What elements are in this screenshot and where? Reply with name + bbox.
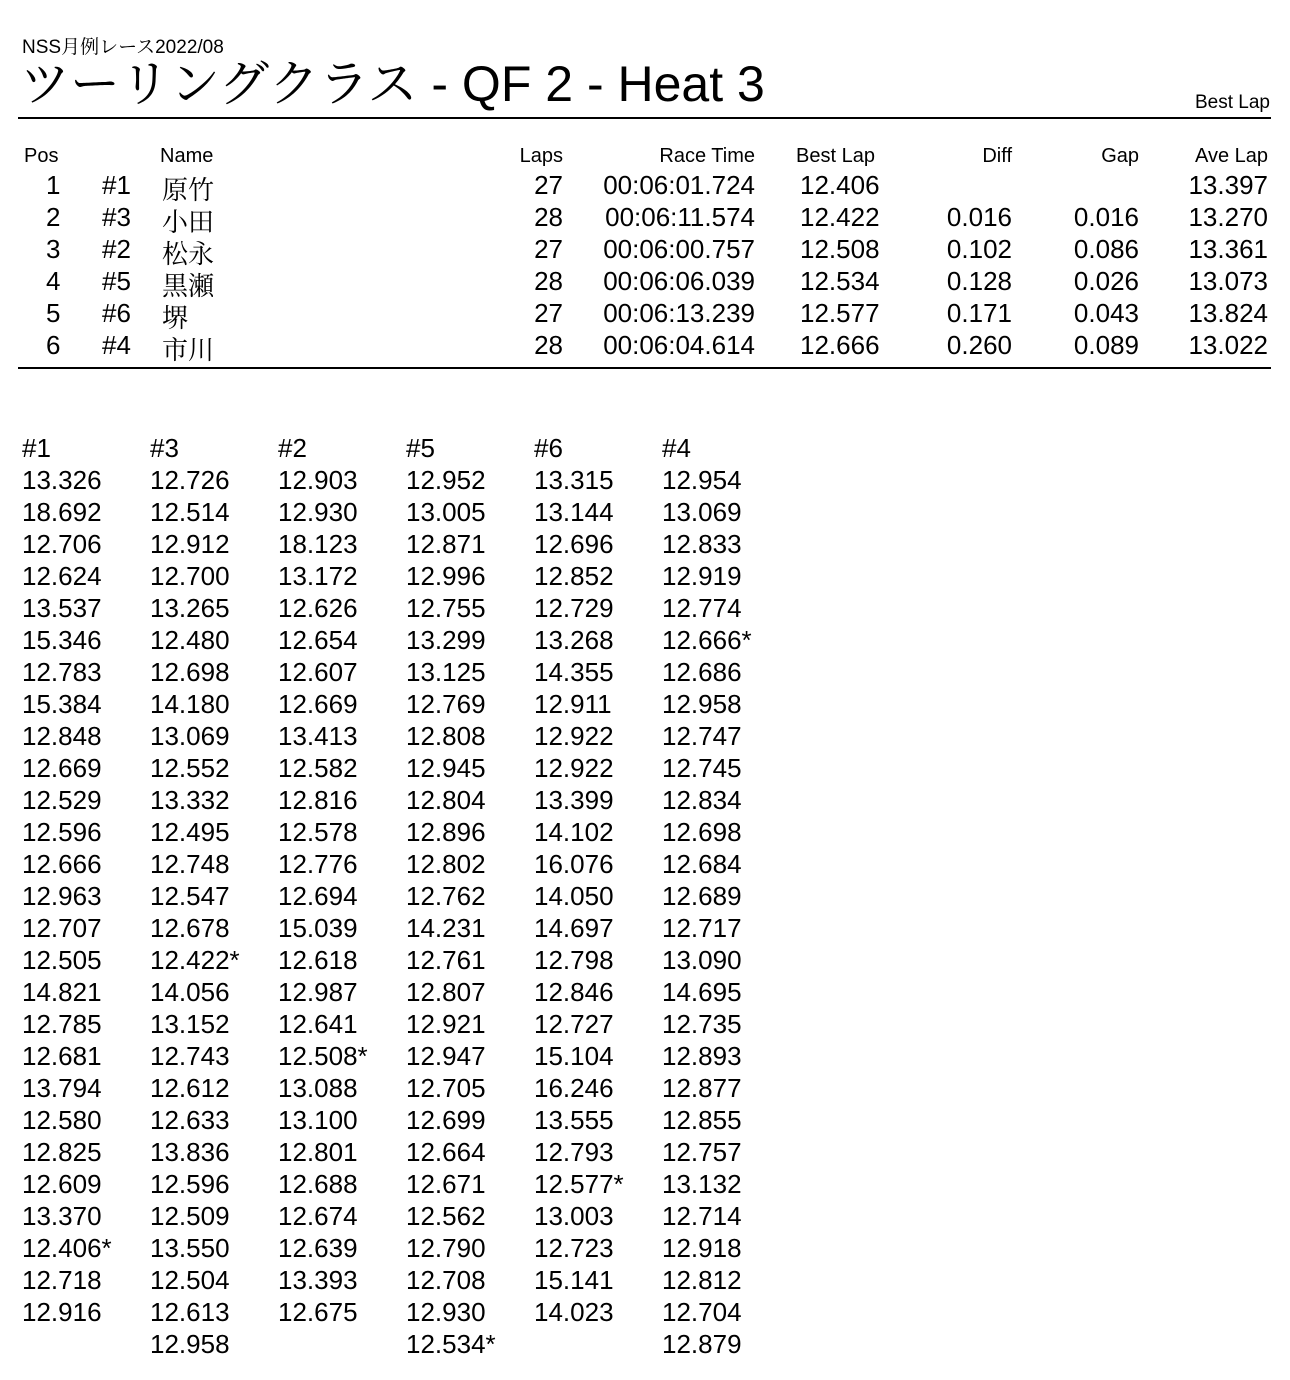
lap-time: 12.582 xyxy=(278,753,358,783)
result-gap: 0.043 xyxy=(1073,298,1139,328)
lap-time: 13.090 xyxy=(662,945,742,975)
lap-time: 13.268 xyxy=(534,625,614,655)
lap-time: 12.688 xyxy=(278,1169,358,1199)
lap-time: 12.735 xyxy=(662,1009,742,1039)
result-ave-lap: 13.270 xyxy=(1188,202,1268,232)
lap-time: 12.807 xyxy=(406,977,486,1007)
lap-column-header: #2 xyxy=(278,433,307,463)
lap-time: 12.534* xyxy=(406,1329,496,1359)
lap-time: 14.180 xyxy=(150,689,230,719)
lap-time: 12.852 xyxy=(534,561,614,591)
lap-time: 12.495 xyxy=(150,817,230,847)
result-best-lap: 12.534 xyxy=(800,266,880,296)
lap-time: 12.664 xyxy=(406,1137,486,1167)
lap-time: 12.919 xyxy=(662,561,742,591)
lap-time: 12.896 xyxy=(406,817,486,847)
result-race-time: 00:06:13.239 xyxy=(603,298,755,328)
lap-time: 12.609 xyxy=(22,1169,102,1199)
lap-time: 12.812 xyxy=(662,1265,742,1295)
lap-time: 12.669 xyxy=(278,689,358,719)
result-car-number: #4 xyxy=(102,330,131,360)
lap-time: 13.088 xyxy=(278,1073,358,1103)
lap-time: 13.555 xyxy=(534,1105,614,1135)
lap-time: 12.618 xyxy=(278,945,358,975)
lap-time: 13.794 xyxy=(22,1073,102,1103)
lap-time: 16.076 xyxy=(534,849,614,879)
lap-time: 12.422* xyxy=(150,945,240,975)
lap-time: 12.654 xyxy=(278,625,358,655)
result-laps: 28 xyxy=(534,202,563,232)
result-ave-lap: 13.022 xyxy=(1188,330,1268,360)
lap-time: 12.848 xyxy=(22,721,102,751)
lap-time: 13.005 xyxy=(406,497,486,527)
lap-time: 12.996 xyxy=(406,561,486,591)
lap-time: 13.265 xyxy=(150,593,230,623)
lap-time: 14.697 xyxy=(534,913,614,943)
result-pos: 6 xyxy=(46,330,61,360)
result-race-time: 00:06:00.757 xyxy=(603,234,755,264)
lap-time: 12.930 xyxy=(278,497,358,527)
lap-time: 12.816 xyxy=(278,785,358,815)
lap-time: 12.624 xyxy=(22,561,102,591)
lap-time: 14.102 xyxy=(534,817,614,847)
result-pos: 3 xyxy=(46,234,61,264)
result-laps: 28 xyxy=(534,330,563,360)
lap-time: 13.315 xyxy=(534,465,614,495)
lap-time: 12.762 xyxy=(406,881,486,911)
lap-time: 12.793 xyxy=(534,1137,614,1167)
lap-time: 12.406* xyxy=(22,1233,112,1263)
lap-time: 12.808 xyxy=(406,721,486,751)
lap-column-header: #5 xyxy=(406,433,435,463)
lap-time: 12.825 xyxy=(22,1137,102,1167)
lap-time: 12.707 xyxy=(22,913,102,943)
lap-time: 13.069 xyxy=(150,721,230,751)
lap-time: 12.694 xyxy=(278,881,358,911)
lap-time: 12.681 xyxy=(22,1041,102,1071)
result-driver-name: 黒瀬 xyxy=(162,271,215,301)
lap-time: 12.958 xyxy=(662,689,742,719)
lap-time: 12.666 xyxy=(22,849,102,879)
lap-time: 14.355 xyxy=(534,657,614,687)
lap-time: 12.509 xyxy=(150,1201,230,1231)
lap-time: 12.947 xyxy=(406,1041,486,1071)
lap-time: 12.717 xyxy=(662,913,742,943)
lap-time: 13.132 xyxy=(662,1169,742,1199)
col-header-laps: Laps xyxy=(519,145,563,167)
lap-time: 12.871 xyxy=(406,529,486,559)
result-gap: 0.016 xyxy=(1073,202,1139,232)
lap-time: 12.790 xyxy=(406,1233,486,1263)
lap-time: 13.144 xyxy=(534,497,614,527)
col-header-pos: Pos xyxy=(24,145,59,167)
lap-time: 12.708 xyxy=(406,1265,486,1295)
lap-time: 13.537 xyxy=(22,593,102,623)
lap-time: 12.921 xyxy=(406,1009,486,1039)
result-laps: 27 xyxy=(534,234,563,264)
lap-time: 12.562 xyxy=(406,1201,486,1231)
result-pos: 2 xyxy=(46,202,61,232)
lap-time: 14.231 xyxy=(406,913,486,943)
lap-time: 16.246 xyxy=(534,1073,614,1103)
lap-time: 14.023 xyxy=(534,1297,614,1327)
lap-time: 12.696 xyxy=(534,529,614,559)
lap-time: 12.747 xyxy=(662,721,742,751)
lap-time: 13.125 xyxy=(406,657,486,687)
lap-time: 12.761 xyxy=(406,945,486,975)
lap-time: 13.152 xyxy=(150,1009,230,1039)
lap-time: 12.833 xyxy=(662,529,742,559)
lap-time: 13.172 xyxy=(278,561,358,591)
lap-time: 12.505 xyxy=(22,945,102,975)
lap-column xyxy=(278,432,403,1328)
lap-time: 12.893 xyxy=(662,1041,742,1071)
result-race-time: 00:06:01.724 xyxy=(603,170,755,200)
lap-column-header: #1 xyxy=(22,433,51,463)
result-laps: 27 xyxy=(534,170,563,200)
result-diff: 0.128 xyxy=(946,266,1012,296)
lap-time: 12.911 xyxy=(534,689,612,719)
bottom-divider xyxy=(18,367,1271,369)
lap-time: 12.641 xyxy=(278,1009,358,1039)
lap-time: 12.855 xyxy=(662,1105,742,1135)
lap-time: 12.922 xyxy=(534,753,614,783)
lap-time: 15.346 xyxy=(22,625,102,655)
lap-time: 12.963 xyxy=(22,881,102,911)
lap-time: 13.413 xyxy=(278,721,358,751)
lap-column xyxy=(22,432,147,1328)
result-car-number: #3 xyxy=(102,202,131,232)
lap-time: 14.056 xyxy=(150,977,230,1007)
lap-time: 13.393 xyxy=(278,1265,358,1295)
lap-column-header: #3 xyxy=(150,433,179,463)
result-driver-name: 市川 xyxy=(162,335,215,365)
result-pos: 5 xyxy=(46,298,61,328)
result-pos: 1 xyxy=(46,170,61,200)
result-driver-name: 小田 xyxy=(162,207,215,237)
result-car-number: #6 xyxy=(102,298,131,328)
lap-time: 12.607 xyxy=(278,657,358,687)
lap-time: 12.918 xyxy=(662,1233,742,1263)
result-driver-name: 堺 xyxy=(162,303,189,333)
col-header-race-time: Race Time xyxy=(659,145,755,167)
lap-time: 15.141 xyxy=(534,1265,614,1295)
lap-time: 12.529 xyxy=(22,785,102,815)
lap-time: 12.903 xyxy=(278,465,358,495)
lap-time: 12.769 xyxy=(406,689,486,719)
lap-time: 12.704 xyxy=(662,1297,742,1327)
lap-time: 15.104 xyxy=(534,1041,614,1071)
result-laps: 28 xyxy=(534,266,563,296)
result-diff: 0.260 xyxy=(946,330,1012,360)
lap-time: 12.669 xyxy=(22,753,102,783)
lap-time: 12.912 xyxy=(150,529,230,559)
result-best-lap: 12.508 xyxy=(800,234,880,264)
lap-time: 13.399 xyxy=(534,785,614,815)
lap-time: 13.003 xyxy=(534,1201,614,1231)
result-ave-lap: 13.397 xyxy=(1188,170,1268,200)
lap-time: 12.480 xyxy=(150,625,230,655)
result-ave-lap: 13.073 xyxy=(1188,266,1268,296)
lap-time: 13.326 xyxy=(22,465,102,495)
lap-time: 12.802 xyxy=(406,849,486,879)
lap-time: 12.504 xyxy=(150,1265,230,1295)
lap-time: 12.626 xyxy=(278,593,358,623)
lap-column xyxy=(406,432,531,1360)
lap-time: 14.050 xyxy=(534,881,614,911)
lap-time: 12.987 xyxy=(278,977,358,1007)
result-gap: 0.026 xyxy=(1073,266,1139,296)
lap-time: 12.684 xyxy=(662,849,742,879)
result-race-time: 00:06:11.574 xyxy=(605,202,755,232)
lap-time: 12.877 xyxy=(662,1073,742,1103)
result-laps: 27 xyxy=(534,298,563,328)
col-header-diff: Diff xyxy=(982,145,1012,167)
col-header-gap: Gap xyxy=(1101,145,1139,167)
lap-time: 12.547 xyxy=(150,881,230,911)
lap-time: 12.774 xyxy=(662,593,742,623)
lap-time: 12.879 xyxy=(662,1329,742,1359)
result-car-number: #2 xyxy=(102,234,131,264)
lap-time: 12.930 xyxy=(406,1297,486,1327)
lap-time: 12.958 xyxy=(150,1329,230,1359)
lap-time: 12.578 xyxy=(278,817,358,847)
result-gap: 0.089 xyxy=(1073,330,1139,360)
lap-time: 12.945 xyxy=(406,753,486,783)
lap-time: 12.743 xyxy=(150,1041,230,1071)
lap-time: 15.384 xyxy=(22,689,102,719)
lap-time: 12.846 xyxy=(534,977,614,1007)
lap-time: 12.798 xyxy=(534,945,614,975)
lap-time: 12.596 xyxy=(22,817,102,847)
lap-time: 13.370 xyxy=(22,1201,102,1231)
result-car-number: #1 xyxy=(102,170,131,200)
lap-time: 12.699 xyxy=(406,1105,486,1135)
lap-time: 12.577* xyxy=(534,1169,624,1199)
lap-time: 12.596 xyxy=(150,1169,230,1199)
lap-time: 12.727 xyxy=(534,1009,614,1039)
lap-time: 12.718 xyxy=(22,1265,102,1295)
lap-time: 12.705 xyxy=(406,1073,486,1103)
result-diff: 0.102 xyxy=(946,234,1012,264)
series-title: NSS月例レース2022/08 xyxy=(22,37,224,58)
lap-time: 12.639 xyxy=(278,1233,358,1263)
lap-time: 12.675 xyxy=(278,1297,358,1327)
result-driver-name: 原竹 xyxy=(162,175,215,205)
top-divider xyxy=(18,117,1271,119)
lap-time: 12.674 xyxy=(278,1201,358,1231)
lap-time: 12.785 xyxy=(22,1009,102,1039)
lap-time: 12.729 xyxy=(534,593,614,623)
lap-time: 12.552 xyxy=(150,753,230,783)
lap-time: 13.100 xyxy=(278,1105,358,1135)
lap-time: 13.299 xyxy=(406,625,486,655)
race-title: ツーリングクラス - QF 2 - Heat 3 xyxy=(20,56,765,112)
lap-time: 12.671 xyxy=(406,1169,486,1199)
lap-time: 18.692 xyxy=(22,497,102,527)
lap-time: 14.695 xyxy=(662,977,742,1007)
lap-time: 15.039 xyxy=(278,913,358,943)
lap-time: 12.514 xyxy=(150,497,230,527)
lap-time: 12.666* xyxy=(662,625,752,655)
result-diff: 0.016 xyxy=(946,202,1012,232)
result-best-lap: 12.577 xyxy=(800,298,880,328)
sort-mode-label: Best Lap xyxy=(1195,92,1270,113)
lap-time: 13.550 xyxy=(150,1233,230,1263)
lap-time: 13.069 xyxy=(662,497,742,527)
lap-time: 12.757 xyxy=(662,1137,742,1167)
lap-time: 12.801 xyxy=(278,1137,358,1167)
result-pos: 4 xyxy=(46,266,61,296)
lap-time: 12.633 xyxy=(150,1105,230,1135)
result-best-lap: 12.422 xyxy=(800,202,880,232)
lap-time: 12.783 xyxy=(22,657,102,687)
lap-time: 12.834 xyxy=(662,785,742,815)
lap-time: 18.123 xyxy=(278,529,358,559)
result-gap: 0.086 xyxy=(1073,234,1139,264)
lap-time: 12.804 xyxy=(406,785,486,815)
lap-time: 12.678 xyxy=(150,913,230,943)
lap-time: 12.706 xyxy=(22,529,102,559)
col-header-name: Name xyxy=(160,145,214,167)
lap-time: 12.748 xyxy=(150,849,230,879)
result-car-number: #5 xyxy=(102,266,131,296)
lap-time: 12.916 xyxy=(22,1297,102,1327)
lap-column xyxy=(662,432,787,1360)
lap-time: 12.954 xyxy=(662,465,742,495)
lap-time: 12.922 xyxy=(534,721,614,751)
lap-time: 13.332 xyxy=(150,785,230,815)
lap-time: 12.755 xyxy=(406,593,486,623)
result-best-lap: 12.666 xyxy=(800,330,880,360)
result-diff: 0.171 xyxy=(946,298,1012,328)
col-header-best-lap: Best Lap xyxy=(796,145,875,167)
lap-time: 12.612 xyxy=(150,1073,230,1103)
lap-column-header: #4 xyxy=(662,433,691,463)
lap-time: 12.726 xyxy=(150,465,230,495)
lap-time: 12.700 xyxy=(150,561,230,591)
result-ave-lap: 13.361 xyxy=(1188,234,1268,264)
lap-column xyxy=(150,432,275,1360)
lap-column xyxy=(534,432,659,1328)
result-ave-lap: 13.824 xyxy=(1188,298,1268,328)
lap-time: 13.836 xyxy=(150,1137,230,1167)
result-driver-name: 松永 xyxy=(162,239,215,269)
lap-time: 12.508* xyxy=(278,1041,368,1071)
lap-time: 12.714 xyxy=(662,1201,742,1231)
lap-time: 12.776 xyxy=(278,849,358,879)
lap-time: 12.952 xyxy=(406,465,486,495)
lap-column-header: #6 xyxy=(534,433,563,463)
result-race-time: 00:06:04.614 xyxy=(603,330,755,360)
lap-time: 12.745 xyxy=(662,753,742,783)
result-best-lap: 12.406 xyxy=(800,170,880,200)
lap-time: 12.689 xyxy=(662,881,742,911)
lap-time: 14.821 xyxy=(22,977,102,1007)
lap-time: 12.723 xyxy=(534,1233,614,1263)
col-header-ave-lap: Ave Lap xyxy=(1194,145,1268,167)
lap-time: 12.686 xyxy=(662,657,742,687)
lap-time: 12.698 xyxy=(150,657,230,687)
lap-time: 12.613 xyxy=(150,1297,230,1327)
result-race-time: 00:06:06.039 xyxy=(603,266,755,296)
lap-time: 12.580 xyxy=(22,1105,102,1135)
lap-time: 12.698 xyxy=(662,817,742,847)
